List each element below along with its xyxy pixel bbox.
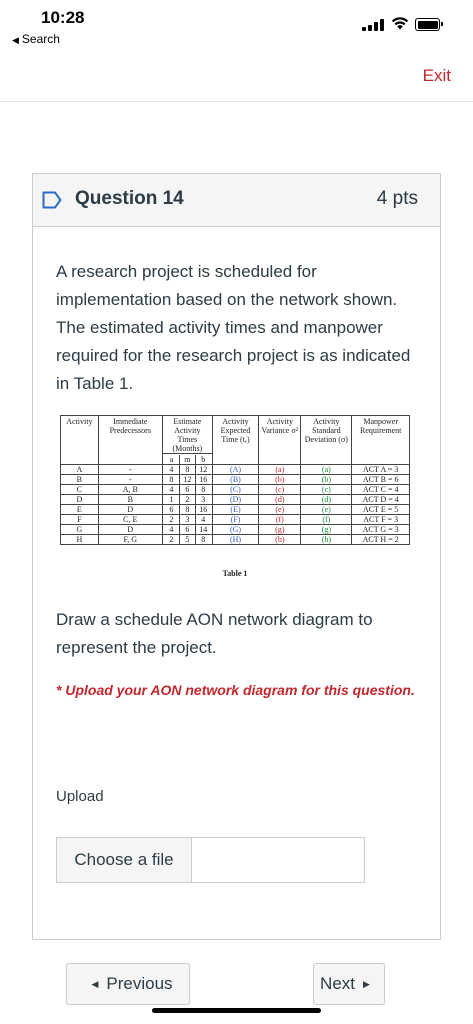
cell-expected: (G) (212, 525, 259, 535)
question-intro: A research project is scheduled for implementation based on the network shown. The estimated activity times and manpower required for the research project is as indicated in Table 1. (56, 262, 411, 393)
header-expected: Activity Expected Time (tₑ) (212, 416, 259, 465)
cell-pred: D (98, 505, 162, 515)
table-row (61, 495, 410, 505)
header-manpower: Manpower Requirement (352, 416, 410, 465)
chevron-left-icon: ◀ (91, 978, 99, 989)
cell-amb: 2 5 8 (162, 535, 212, 545)
cell-amb: 4 8 12 (162, 465, 212, 475)
header-a: a (164, 455, 180, 464)
upload-required-note: * Upload your AON network diagram for this question. (56, 682, 415, 698)
cell-variance: (h) (259, 535, 301, 545)
cell-manpower: ACT D = 4 (352, 495, 410, 505)
header-variance: Activity Variance σ² (259, 416, 301, 465)
header-b: b (201, 455, 206, 464)
activity-table-figure (60, 415, 415, 578)
back-triangle-icon: ◀ (12, 35, 19, 45)
cell-deviation: (g) (301, 525, 352, 535)
table-row (61, 475, 410, 485)
header-deviation: Activity Standard Deviation (σ) (301, 416, 352, 465)
header-divider (0, 101, 473, 102)
cell-deviation: (b) (301, 475, 352, 485)
header-predecessors: Immediate Predecessors (98, 416, 162, 465)
question-header (33, 174, 440, 227)
cell-activity: A (61, 465, 99, 475)
question-card (32, 173, 441, 940)
header-estimate: Estimate Activity Times (Months) (162, 416, 212, 454)
cell-activity: G (61, 525, 99, 535)
cell-variance: (g) (259, 525, 301, 535)
cell-manpower: ACT H = 2 (352, 535, 410, 545)
cell-manpower: ACT C = 4 (352, 485, 410, 495)
table-row (61, 465, 410, 475)
cell-pred: C, E (98, 515, 162, 525)
status-bar (0, 0, 473, 50)
signal-bars-icon (362, 19, 384, 31)
cell-deviation: (c) (301, 485, 352, 495)
cell-amb: 6 8 16 (162, 505, 212, 515)
cell-manpower: ACT F = 3 (352, 515, 410, 525)
cell-variance: (f) (259, 515, 301, 525)
cell-expected: (D) (212, 495, 259, 505)
cell-expected: (A) (212, 465, 259, 475)
cell-expected: (B) (212, 475, 259, 485)
home-indicator (152, 1008, 321, 1013)
cell-deviation: (a) (301, 465, 352, 475)
file-upload-field[interactable] (56, 837, 365, 883)
next-button[interactable] (313, 963, 385, 1005)
cell-amb: 1 2 3 (162, 495, 212, 505)
cell-activity: D (61, 495, 99, 505)
cell-activity: C (61, 485, 99, 495)
cell-deviation: (h) (301, 535, 352, 545)
next-label: Next (320, 974, 356, 993)
cell-pred: A, B (98, 485, 162, 495)
cell-amb: 4 6 14 (162, 525, 212, 535)
cell-amb: 4 6 8 (162, 485, 212, 495)
wifi-icon (391, 16, 409, 30)
previous-button[interactable] (66, 963, 190, 1005)
cell-variance: (b) (259, 475, 301, 485)
cell-pred: - (98, 465, 162, 475)
cell-pred: D (98, 525, 162, 535)
header-amb (162, 454, 212, 465)
cell-deviation: (f) (301, 515, 352, 525)
cell-deviation: (d) (301, 495, 352, 505)
cell-manpower: ACT B = 6 (352, 475, 410, 485)
status-time: 10:28 (41, 8, 85, 27)
question-instruction: Draw a schedule AON network diagram to represent the project. (56, 610, 373, 657)
cell-variance: (d) (259, 495, 301, 505)
flag-question-icon[interactable] (42, 191, 62, 209)
back-search-label: Search (21, 32, 60, 46)
cell-variance: (c) (259, 485, 301, 495)
exit-button[interactable]: Exit (422, 66, 451, 85)
cell-activity: H (61, 535, 99, 545)
cell-variance: (a) (259, 465, 301, 475)
upload-label: Upload (56, 788, 104, 805)
back-to-search-link[interactable] (12, 32, 60, 46)
cell-manpower: ACT E = 5 (352, 505, 410, 515)
table-row (61, 515, 410, 525)
cell-amb: 2 3 4 (162, 515, 212, 525)
cell-pred: F, G (98, 535, 162, 545)
cell-amb: 8 12 16 (162, 475, 212, 485)
cell-activity: F (61, 515, 99, 525)
choose-file-button[interactable]: Choose a file (57, 838, 192, 882)
chevron-right-icon: ▶ (363, 978, 370, 989)
cell-expected: (C) (212, 485, 259, 495)
cell-pred: - (98, 475, 162, 485)
cell-variance: (e) (259, 505, 301, 515)
cell-activity: B (61, 475, 99, 485)
header-activity: Activity (61, 416, 99, 465)
table-caption: Table 1 (222, 569, 248, 578)
cell-manpower: ACT A = 3 (352, 465, 410, 475)
cell-deviation: (e) (301, 505, 352, 515)
table-row (61, 505, 410, 515)
activity-table (60, 415, 410, 545)
table-row (61, 525, 410, 535)
cell-activity: E (61, 505, 99, 515)
previous-label: Previous (106, 974, 173, 993)
question-points: 4 pts (376, 188, 418, 209)
table-row (61, 485, 410, 495)
cell-expected: (F) (212, 515, 259, 525)
cell-expected: (E) (212, 505, 259, 515)
cell-manpower: ACT G = 3 (352, 525, 410, 535)
cell-expected: (H) (212, 535, 259, 545)
question-title: Question 14 (75, 188, 184, 209)
battery-icon (415, 18, 440, 31)
header-m: m (180, 455, 196, 464)
cell-pred: B (98, 495, 162, 505)
table-row (61, 535, 410, 545)
